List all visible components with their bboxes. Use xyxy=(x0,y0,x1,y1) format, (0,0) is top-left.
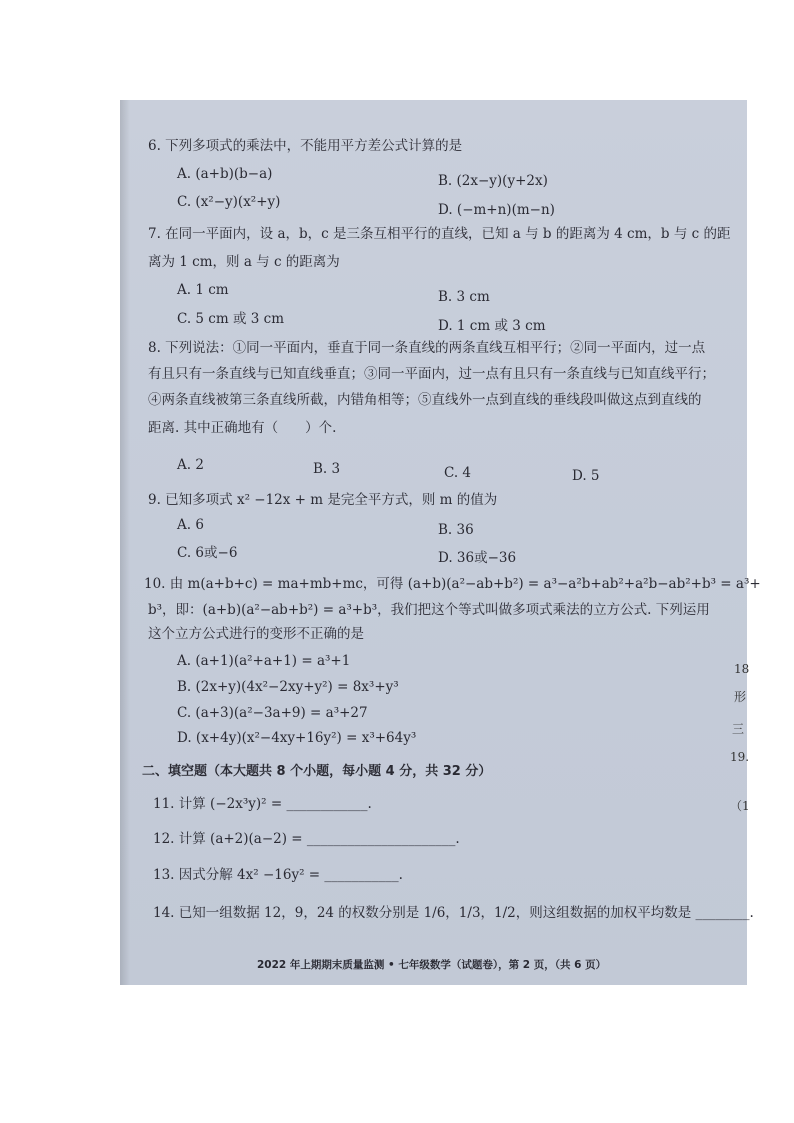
q12: 12. 计算 (a+2)(a−2) = ______________________. xyxy=(153,831,460,847)
q8-stem-line4: 距离. 其中正确地有（ ）个. xyxy=(148,420,337,436)
q10-stem-line3: 这个立方公式进行的变形不正确的是 xyxy=(148,626,364,642)
page-footer: 2022 年上期期末质量监测 • 七年级数学（试题卷），第 2 页，（共 6 页） xyxy=(257,959,607,971)
q13: 13. 因式分解 4x² −16y² = ___________. xyxy=(153,867,403,883)
q8-option-a: A. 2 xyxy=(177,457,204,473)
edge-mark-3: 三 xyxy=(732,722,745,736)
q7-stem-line1: 7. 在同一平面内，设 a，b，c 是三条互相平行的直线，已知 a 与 b 的距离为 4 cm，b 与 c 的距 xyxy=(148,226,731,242)
q10-option-a: A. (a+1)(a²+a+1) = a³+1 xyxy=(177,653,351,669)
q6-stem: 6. 下列多项式的乘法中，不能用平方差公式计算的是 xyxy=(148,138,463,154)
section-fill-in-heading: 二、填空题（本大题共 8 个小题，每小题 4 分，共 32 分） xyxy=(142,764,492,779)
q6-option-b: B. (2x−y)(y+2x) xyxy=(438,173,548,189)
q7-option-d: D. 1 cm 或 3 cm xyxy=(438,318,546,334)
q8-stem-line3: ④两条直线被第三条直线所截，内错角相等；⑤直线外一点到直线的垂线段叫做这点到直线的 xyxy=(148,392,702,408)
q9-stem: 9. 已知多项式 x² −12x + m 是完全平方式，则 m 的值为 xyxy=(148,492,498,508)
q6-option-a: A. (a+b)(b−a) xyxy=(177,166,273,182)
q9-option-b: B. 36 xyxy=(438,522,474,538)
q6-option-d: D. (−m+n)(m−n) xyxy=(438,202,555,218)
q9-option-a: A. 6 xyxy=(177,517,204,533)
q7-option-a: A. 1 cm xyxy=(177,282,229,298)
q8-stem-line1: 8. 下列说法：①同一平面内，垂直于同一条直线的两条直线互相平行；②同一平面内，过一点 xyxy=(148,340,706,356)
q14: 14. 已知一组数据 12，9，24 的权数分别是 1/6，1/3，1/2，则这组数据的加权平均数是 ________. xyxy=(153,905,754,921)
exam-page xyxy=(120,100,761,985)
q11: 11. 计算 (−2x³y)² = ____________. xyxy=(153,796,372,812)
q8-stem-line2: 有且只有一条直线与已知直线垂直；③同一平面内，过一点有且只有一条直线与已知直线平行； xyxy=(148,366,715,382)
edge-mark-4: 19. xyxy=(730,750,750,764)
q9-option-d: D. 36或−36 xyxy=(438,550,517,566)
q10-stem-line2: b³，即：(a+b)(a²−ab+b²) = a³+b³，我们把这个等式叫做多项式乘法的立方公式. 下列运用 xyxy=(148,602,710,618)
edge-mark-5: （1 xyxy=(730,799,750,813)
q7-option-b: B. 3 cm xyxy=(438,289,490,305)
q10-option-d: D. (x+4y)(x²−4xy+16y²) = x³+64y³ xyxy=(177,730,417,746)
q7-option-c: C. 5 cm 或 3 cm xyxy=(177,311,284,327)
edge-mark-2: 形 xyxy=(734,690,747,704)
q8-option-d: D. 5 xyxy=(572,468,600,484)
q10-option-b: B. (2x+y)(4x²−2xy+y²) = 8x³+y³ xyxy=(177,679,399,695)
q8-option-c: C. 4 xyxy=(444,465,472,481)
page-edge-shadow xyxy=(120,100,130,985)
edge-mark-1: 18 xyxy=(734,662,750,676)
q10-stem-line1: 10. 由 m(a+b+c) = ma+mb+mc，可得 (a+b)(a²−ab+b²) = a³−a²b+ab²+a²b−ab²+b³ = a³+ xyxy=(144,576,761,592)
q10-option-c: C. (a+3)(a²−3a+9) = a³+27 xyxy=(177,705,368,721)
q7-stem-line2: 离为 1 cm，则 a 与 c 的距离为 xyxy=(148,254,340,270)
q8-option-b: B. 3 xyxy=(313,461,341,477)
q6-option-c: C. (x²−y)(x²+y) xyxy=(177,194,281,210)
q9-option-c: C. 6或−6 xyxy=(177,545,238,561)
